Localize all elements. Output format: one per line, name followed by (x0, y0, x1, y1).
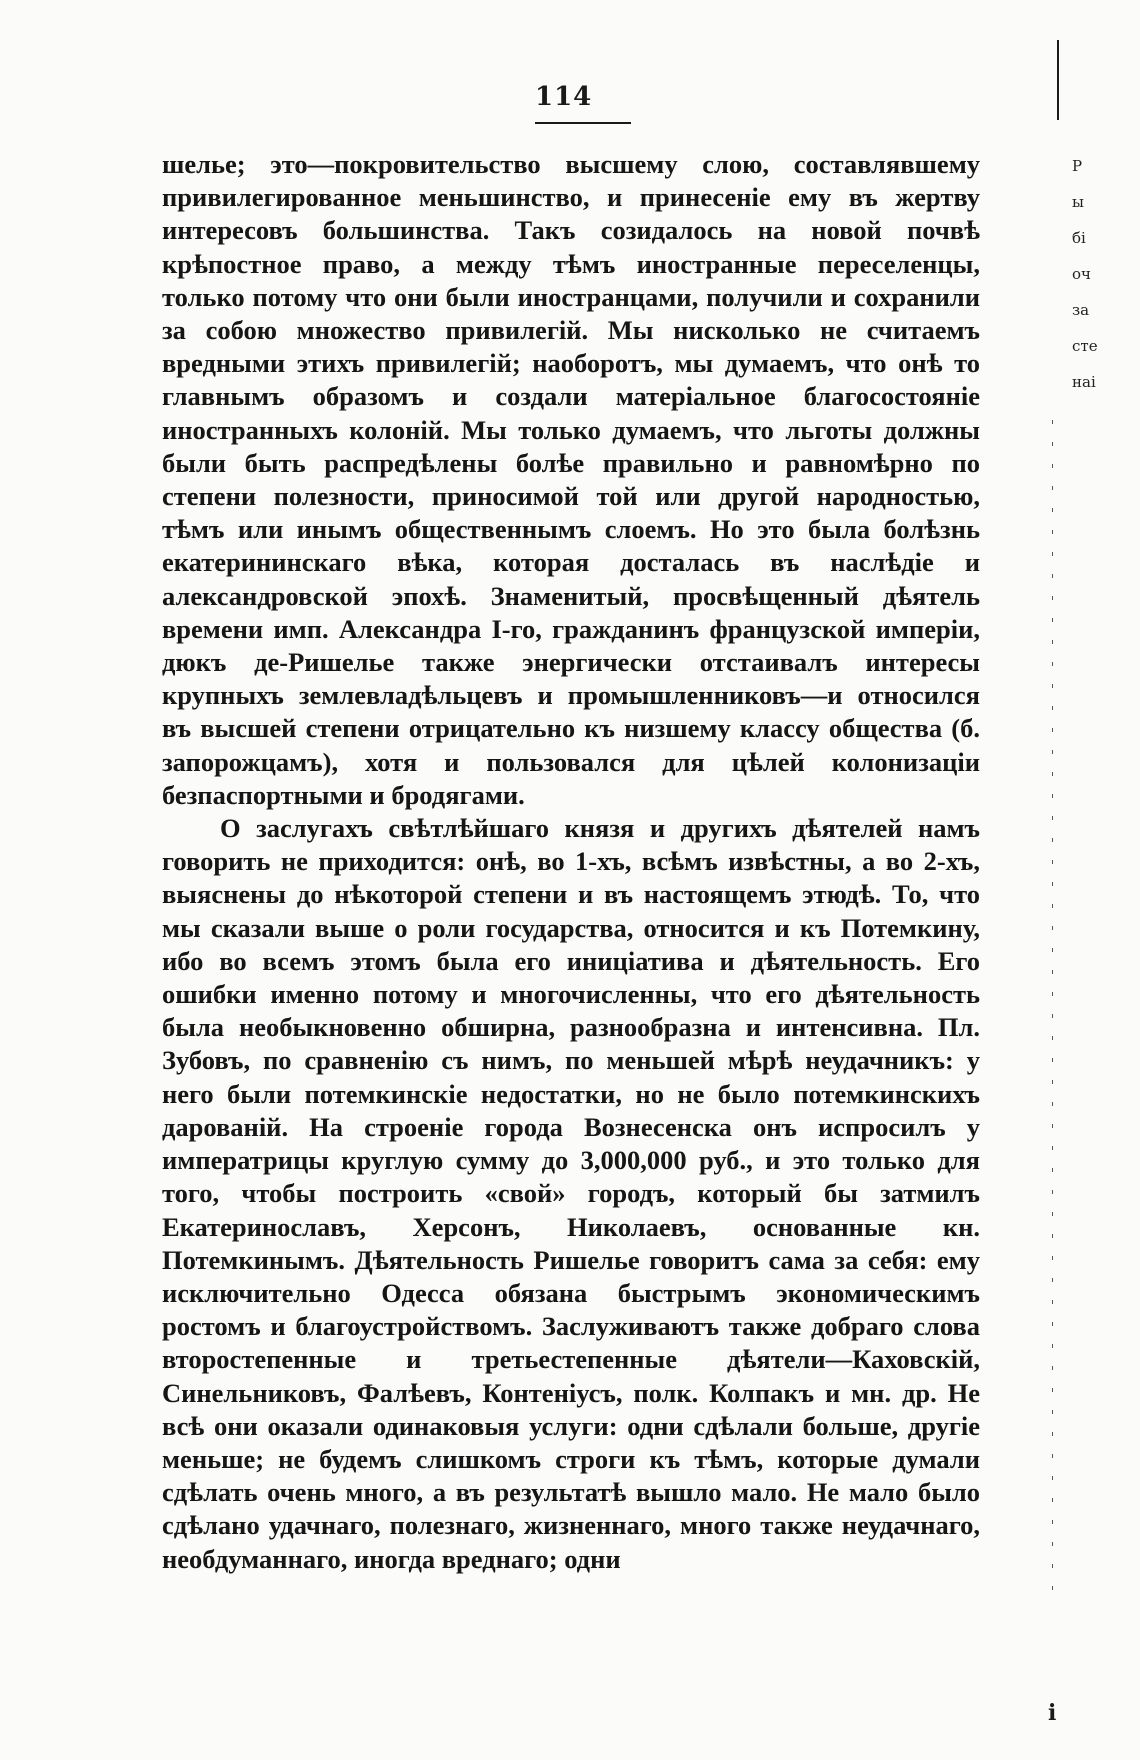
page-number: 114 (535, 82, 593, 112)
page-number-rule (535, 122, 631, 124)
margin-mark: і (1048, 1700, 1057, 1726)
margin-rule-top (1057, 40, 1059, 120)
paragraph-2: О заслугахъ свѣтлѣйшаго князя и другихъ дѣятелей намъ говорить не приходится: онѣ, во 1-хъ, всѣмъ извѣстны, а во 2-хъ, выяснены до нѣкоторой степени и въ настоящемъ этюдѣ. То, что мы сказали выше о роли государства, относится и къ Потемкину, ибо во всемъ этомъ была его иниціатива и дѣятельность. Его ошибки именно потому и многочисленны, что его дѣятельность была необыкновенно обширна, разнообразна и интенсивна. Пл. Зубовъ, по сравненію съ нимъ, по меньшей мѣрѣ неудачникъ: у него были потемкинскіе недостатки, но не было потемкинскихъ дарованій. На строеніе города Вознесенска онъ испросилъ у императрицы круглую сумму до 3,000,000 руб., и это только для того, чтобы построить «свой» городъ, который бы затмилъ Екатеринославъ, Херсонъ, Николаевъ, основанные кн. Потемкинымъ. Дѣятельность Ришелье говоритъ сама за себя: ему исключительно Одесса обязана быстрымъ экономическимъ ростомъ и благоустройствомъ. Заслуживаютъ также добраго слова второстепенные и третьестепенные дѣятели—Каховскій, Синельниковъ, Фалѣевъ, Контеніусъ, полк. Колпакъ и мн. др. Не всѣ они оказали одинаковыя услуги: одни сдѣлали больше, другіе меньше; не будемъ слишкомъ строги къ тѣмъ, которые думали сдѣлать очень много, а въ результатѣ вышло мало. Не мало было сдѣлано удачнаго, полезнаго, жизненнаго, много также неудачнаго, необдуманнаго, иногда вреднаго; одни (162, 813, 980, 1574)
margin-fragment: бі (1072, 229, 1086, 247)
paragraph-1: шелье; это—покровительство высшему слою, составлявшему привилегированное меньшинство, и принесеніе ему въ жертву интересовъ большинства. Такъ созидалось на новой почвѣ крѣпостное право, а между тѣмъ иностранные переселенцы, только потому что они были иностранцами, получили и сохранили за собою множество привилегій. Мы нисколько не считаемъ вредными этихъ привилегій; наоборотъ, мы думаемъ, что онѣ то главнымъ образомъ и создали матеріальное благосостояніе иностранныхъ колоній. Мы только думаемъ, что льготы должны были быть распредѣлены болѣе правильно и равномѣрно по степени полезности, приносимой той или другой народностью, тѣмъ или инымъ общественнымъ слоемъ. Но это была болѣзнь екатерининскаго вѣка, которая досталась въ наслѣдіе и александровской эпохѣ. Знаменитый, просвѣщенный дѣятель времени имп. Александра I-го, гражданинъ французской имперіи, дюкъ де-Ришелье также энергически отстаивалъ интересы крупныхъ землевладѣльцевъ и промышленниковъ—и относился въ высшей степени отрицательно къ низшему классу общества (б. запорожцамъ), хотя и пользовался для цѣлей колонизаціи безпаспортными и бродягами. (162, 149, 980, 810)
margin-bleed-through (1072, 148, 1112, 400)
margin-fragment: оч (1072, 265, 1091, 283)
margin-fragment: ы (1072, 193, 1084, 211)
margin-fragment: наі (1072, 373, 1096, 391)
margin-fragment: за (1072, 301, 1090, 319)
margin-fragment: Р (1072, 157, 1083, 175)
body-text (162, 148, 980, 1576)
margin-fragment: сте (1072, 337, 1098, 355)
margin-rule-dotted (1052, 420, 1053, 1600)
